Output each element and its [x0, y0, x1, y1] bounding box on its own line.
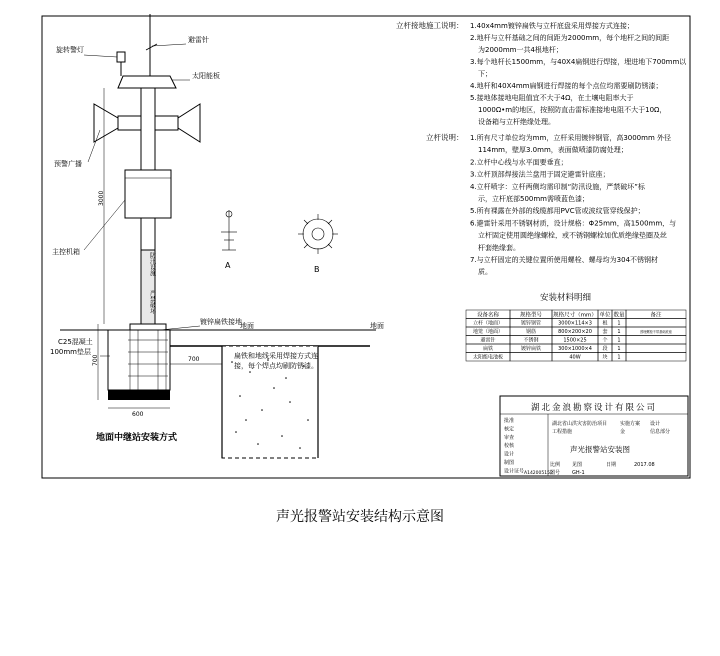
weld-note-1: 扁铁和地线采用焊接方式连	[234, 352, 318, 360]
table-cell	[626, 336, 686, 345]
concrete-foundation	[108, 330, 170, 390]
table-cell	[626, 319, 686, 328]
solar-panel	[118, 76, 176, 88]
horn-right	[178, 104, 200, 142]
table-cell-text: 1500×25	[563, 337, 587, 344]
label-cabinet: 主控机箱	[52, 248, 80, 256]
title-block-role: 校核	[504, 443, 515, 450]
pole-note-line: 7.与立杆固定的关键位置所使用螺栓、螺母均为304不锈钢材	[470, 256, 659, 264]
dim-pole-height: 3000	[98, 190, 105, 206]
table-cell-text: 1	[617, 337, 621, 344]
table-cell	[626, 344, 686, 353]
pole-note-line: 4.立杆喷字：立杆两侧均需印制“防汛设施，严禁破坏”标	[470, 182, 645, 191]
grounding-note-line: 1.40x4mm镀锌扁铁与立杆底盘采用焊接方式连接；	[470, 22, 634, 30]
table-header-cell: 数量	[613, 312, 625, 319]
part-name-2: 金	[620, 429, 626, 435]
table-cell	[626, 353, 686, 362]
table-header-cell: 备注	[650, 312, 662, 319]
pole-note-line: 杆套绝缘套。	[478, 243, 520, 252]
title-block-role: 批准	[504, 418, 515, 424]
table-cell-text: 不锈钢	[523, 337, 539, 344]
title-block-role: 核定	[504, 426, 515, 433]
drawing-number: GH-1	[572, 470, 585, 476]
table-cell-text: 太阳能电池板	[472, 354, 504, 361]
grounding-note-line: 3.每个地杆长1500mm，与40X4扁钢进行焊接，埋进地下700mm以	[470, 58, 687, 66]
label-foundation-cushion: 100mm垫层	[50, 348, 91, 356]
table-cell-text: 立杆（地面）	[472, 320, 504, 327]
date-label: 日期	[606, 462, 617, 468]
table-header-cell: 规格尺寸（mm）	[553, 312, 597, 319]
pole-note-line: 1.所有尺寸单位均为mm，立杆采用镀锌钢管，高3000mm 外径	[470, 134, 671, 142]
weld-note-2: 接，每个焊点均刷防锈漆。	[234, 362, 318, 370]
label-lightning-rod: 避雷针	[188, 36, 209, 44]
rod-bracket	[146, 44, 157, 50]
table-cell-text: 段	[602, 346, 608, 352]
label-ground-a: 地面	[240, 322, 254, 330]
table-cell-text: 800×200×20	[558, 329, 592, 335]
pole-flange	[130, 324, 166, 330]
table-cell-text: 镀锌扁铁	[520, 346, 542, 352]
date-value: 2017.08	[634, 462, 655, 468]
table-cell-text: 钢筋	[525, 329, 537, 335]
horn-right-body	[155, 116, 178, 130]
table-cell-text: 地笼（地面）	[472, 329, 504, 335]
cert-number: A142005152	[524, 471, 553, 476]
table-cell-text: 块	[602, 354, 608, 361]
table-cell-text: 300×1000×4	[558, 346, 592, 352]
section-subtitle: 地面中继站安装方式	[96, 433, 178, 443]
label-ground-strip: 镀锌扁铁接地	[200, 318, 242, 326]
detail-b-label: B	[314, 265, 320, 274]
drawing-number-label: 图号	[550, 470, 561, 476]
foundation-cushion	[108, 390, 170, 400]
table-cell-text: 1	[617, 346, 621, 352]
label-beacon: 旋转警灯	[56, 46, 84, 54]
pole-text-1: 防汛设施	[148, 252, 156, 276]
company-name: 湖北金浪勘察设计有限公司	[530, 403, 658, 413]
project-stage: 实施方案	[620, 421, 641, 427]
table-cell-text: 镀锌钢管	[520, 320, 542, 327]
table-cell-text: 1	[617, 354, 621, 361]
materials-table	[466, 310, 686, 361]
table-header-cell: 设备名称	[476, 312, 500, 319]
drawing-title: 声光报警站安装图	[570, 445, 630, 454]
pole-notes	[426, 132, 676, 276]
pole-note-line: 114mm，壁厚3.0mm，表面做喷漆防腐处理；	[478, 146, 628, 155]
grounding-notes-title: 立杆接地施工说明：	[396, 21, 464, 30]
grounding-notes	[396, 20, 687, 126]
dim-foundation-depth: 700	[92, 354, 99, 366]
pole-note-line: 3.立杆顶部焊接法兰盘用于固定避雷针底座；	[470, 170, 610, 179]
pole-note-line: 质。	[478, 268, 492, 277]
pole-note-line: 示，立杆底部500mm需喷蓝色漆；	[478, 195, 589, 203]
part-name-3: 信息部分	[650, 429, 671, 435]
label-ground-b: 地面	[370, 322, 384, 330]
table-cell-text: 套	[602, 329, 608, 335]
table-header-cell: 单位	[599, 312, 611, 319]
pole-text-2: 严禁破坏	[148, 290, 156, 314]
grounding-note-line: 下；	[478, 70, 492, 78]
beacon-lamp	[117, 52, 125, 62]
title-block	[500, 396, 688, 476]
pole-note-line: 6.避雷针采用不锈钢材质，设计规格：Φ25mm，高1500mm，与	[470, 219, 677, 228]
grounding-note-line: 设备箱与立杆绝缘处理。	[478, 118, 555, 126]
table-cell	[510, 353, 552, 362]
table-cell-text: 预埋螺栓不带基础底座	[640, 330, 672, 334]
pole-notes-title: 立杆说明：	[426, 133, 464, 142]
part-name-1: 工程措施	[552, 429, 573, 435]
grounding-note-line: 2.地杆与立杆基础之间的间距为2000mm，每个地杆之间的间距	[470, 34, 670, 42]
grounding-note-line: 4.地杆和40X4mm扁钢进行焊接的每个点位均需要刷防锈漆；	[470, 82, 663, 90]
table-cell-text: 扁铁	[482, 346, 494, 352]
design-stage: 设计	[650, 421, 661, 427]
table-header-cell: 规格型号	[519, 312, 543, 319]
grounding-note-line: 为2000mm一共4根地杆；	[478, 46, 563, 54]
table-cell-text: 根	[602, 320, 608, 327]
title-block-role: 审查	[504, 434, 515, 441]
table-cell-text: 1	[617, 329, 621, 335]
label-horn: 预警广播	[54, 160, 82, 168]
table-cell-text: 避雷针	[480, 337, 496, 344]
table-cell-text: 3000×114×3	[558, 320, 592, 327]
table-cell-text: 1	[617, 320, 621, 327]
title-block-role: 设计	[504, 451, 515, 458]
dim-strip-length: 700	[188, 356, 200, 363]
detail-a-label: A	[225, 261, 231, 270]
materials-title: 安装材料明细	[540, 293, 592, 303]
dim-foundation-width: 600	[132, 411, 144, 418]
scale-value: 见图	[572, 462, 583, 468]
label-solar-panel: 太阳能板	[192, 72, 220, 80]
scale-label: 比例	[550, 462, 561, 468]
table-cell-text: 个	[602, 337, 608, 344]
label-foundation: C25混凝土	[58, 338, 93, 346]
horn-left-body	[118, 116, 141, 130]
detail-b-drawing	[298, 214, 338, 254]
grounding-note-line: 5.接地体接地电阻值宜不大于4Ω，在土壤电阻率大于	[470, 94, 634, 102]
pole-note-line: 立杆固定使用圆绝缘螺栓，或不锈钢螺栓加优质绝缘垫圈及丝	[478, 231, 667, 240]
control-cabinet	[125, 170, 171, 218]
grounding-note-line: 1000Ω•m的地区，按照防直击雷标准接地电阻不大于10Ω，	[478, 106, 667, 114]
figure-caption: 声光报警站安装结构示意图	[276, 509, 444, 525]
project-name: 湖北省山洪灾害防治项目	[552, 421, 608, 427]
pole-note-line: 5.所有裸露在外部的线缆都用PVC管或波纹管穿线保护；	[470, 207, 645, 216]
title-block-role: 设计证号	[504, 468, 525, 475]
detail-a-drawing	[221, 210, 237, 250]
table-cell-text: 40W	[569, 354, 581, 361]
pole-note-line: 2.立杆中心线与水平面要垂直；	[470, 158, 568, 167]
title-block-role: 制图	[504, 460, 515, 466]
